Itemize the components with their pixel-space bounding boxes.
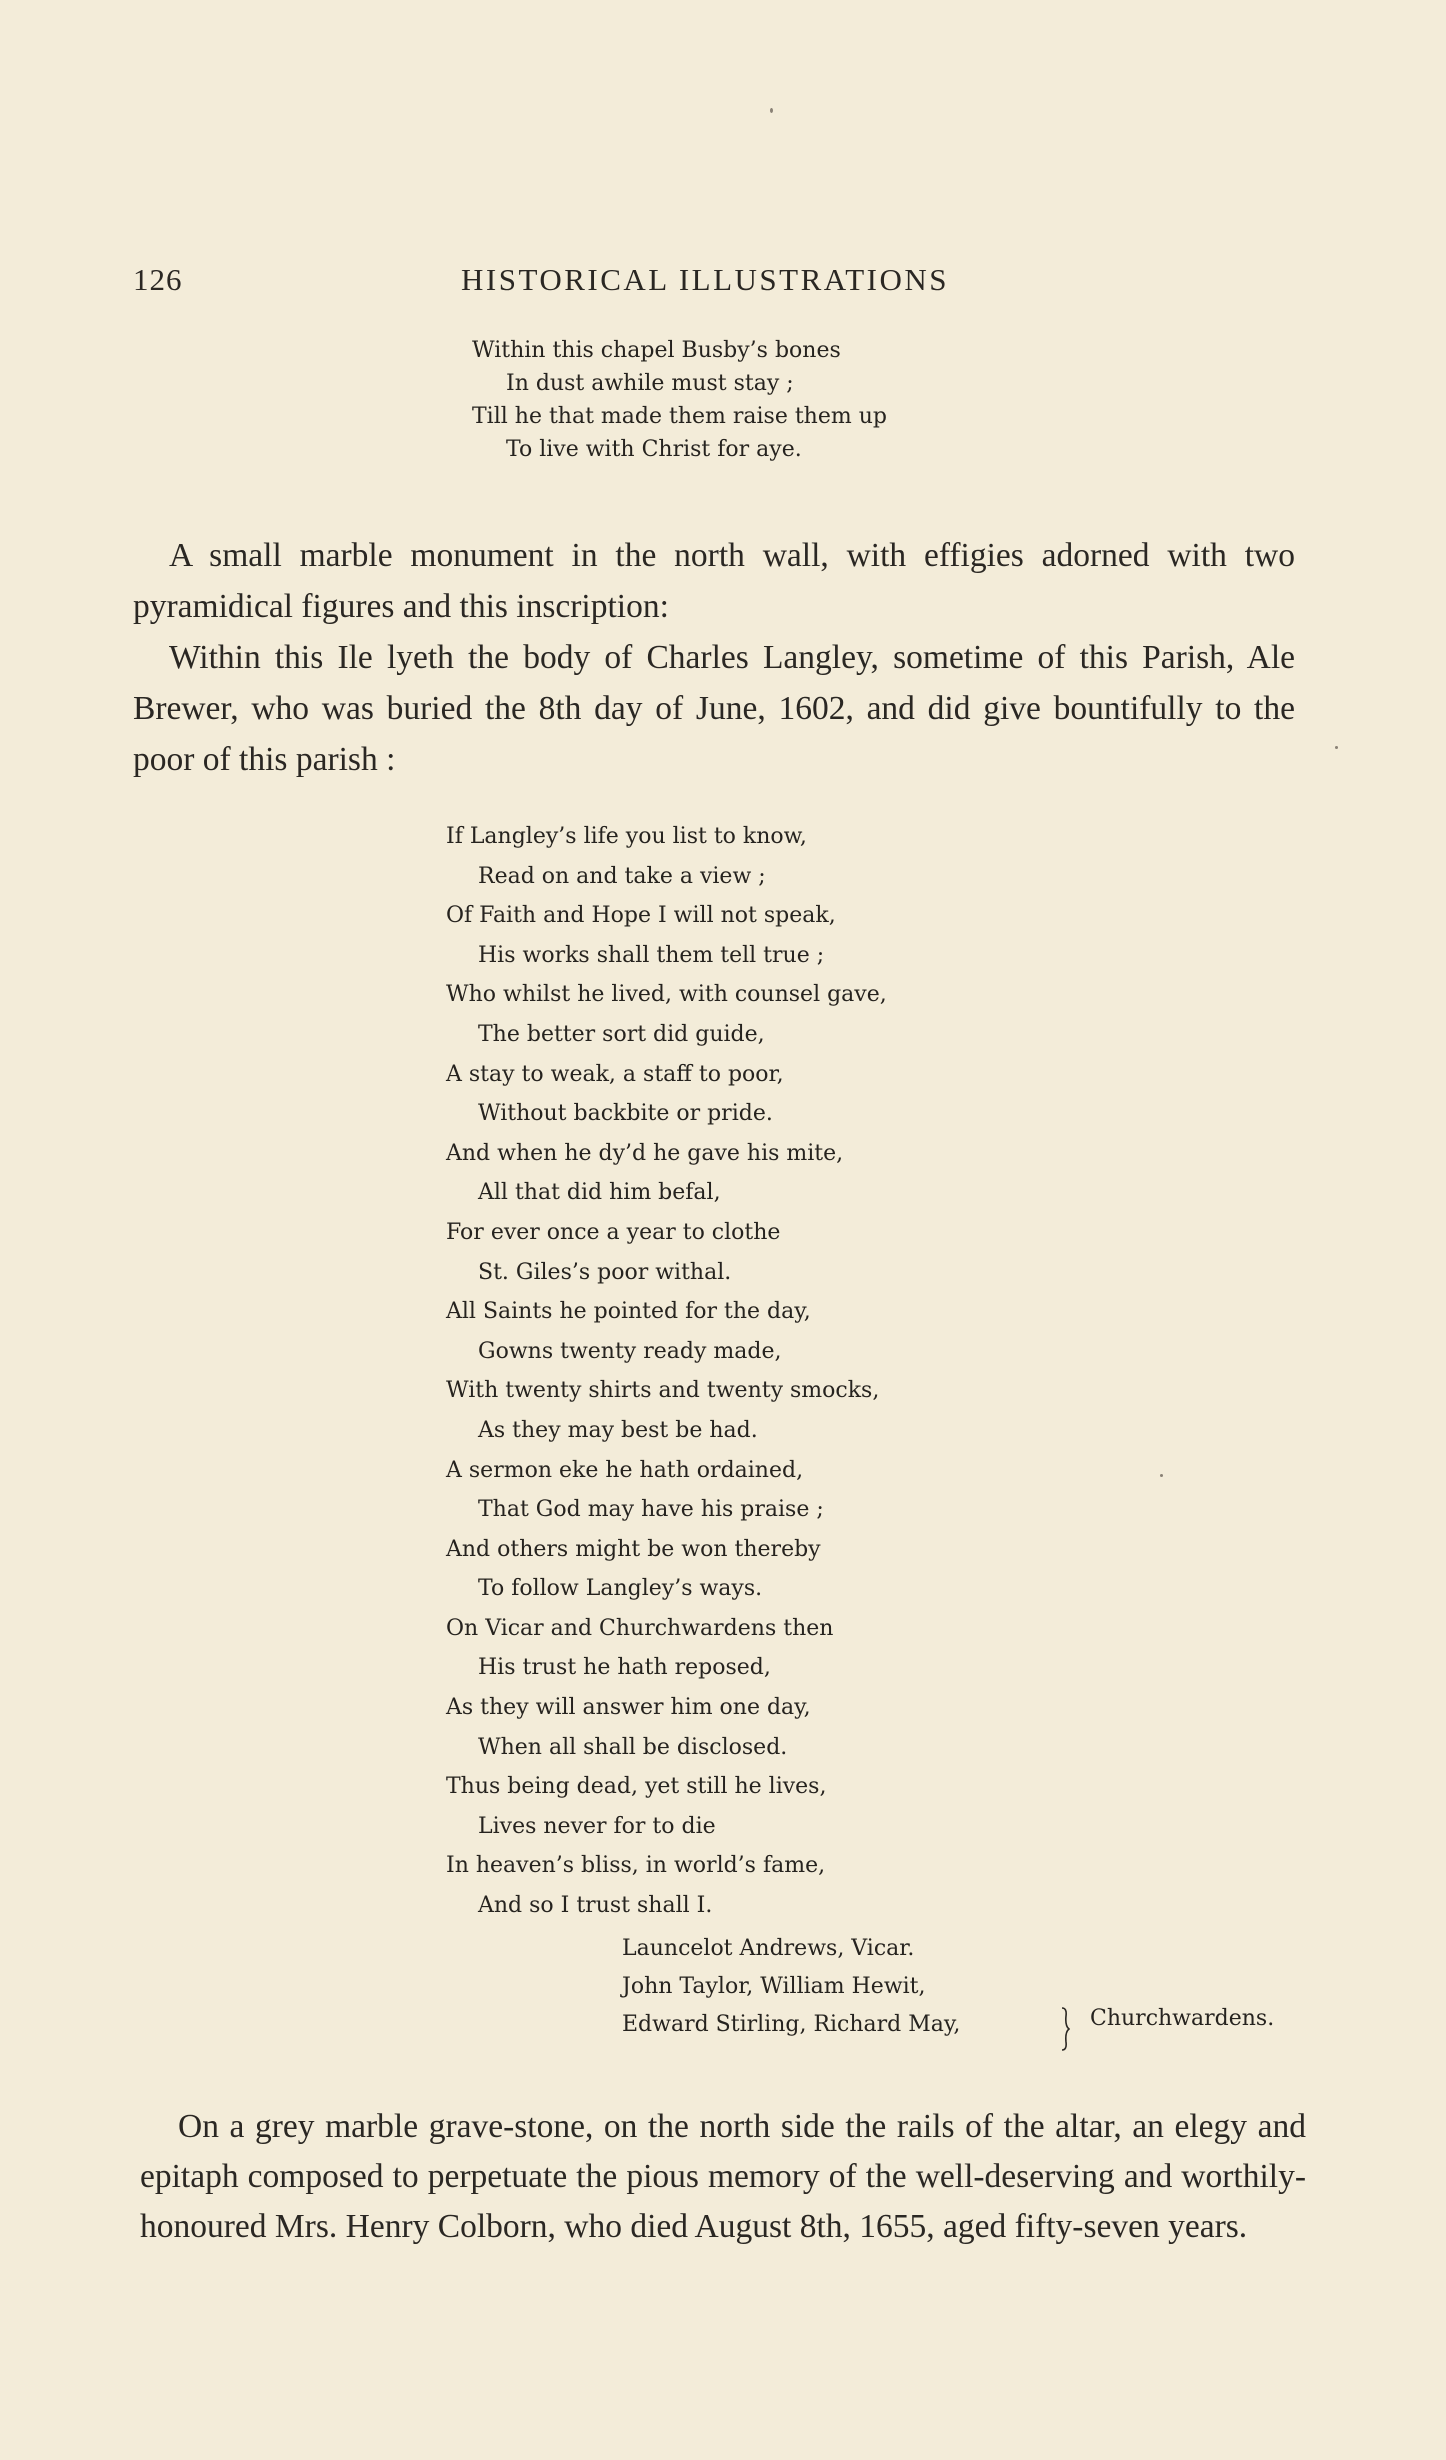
verse-line: And so I trust shall I. [478, 1893, 713, 1919]
brace-icon [1060, 2006, 1070, 2052]
monument-paragraph [133, 530, 1295, 785]
page-header [133, 262, 1313, 302]
running-title: HISTORICAL ILLUSTRATIONS [461, 262, 949, 297]
page-number: 126 [133, 262, 183, 297]
busby-epitaph-verse [472, 334, 887, 466]
monument-intro: A small marble monument in the north wall, with effigies adorned with two pyramidical figures and this inscription: [133, 537, 1295, 625]
gravestone-text: On a grey marble grave-stone, on the north side the rails of the altar, an elegy and epitaph composed to perpetuate the pious memory of the well-deserving and worthily-honoured Mrs. Henry Colborn, who died August 8th, 1655, aged fifty-seven years. [140, 2108, 1306, 2245]
page-speck [1335, 746, 1338, 749]
verse-line: With twenty shirts and twenty smocks, [446, 1378, 880, 1404]
verse-line: On Vicar and Churchwardens then [446, 1615, 834, 1641]
verse-line: Within this chapel Busby’s bones [472, 338, 841, 363]
verse-line: Read on and take a view ; [478, 863, 766, 889]
monument-inscription: Within this Ile lyeth the body of Charles Langley, sometime of this Parish, Ale Brewer, who was buried the 8th day of June, 1602, and did give bountifully to the poor of this parish : [133, 639, 1295, 778]
verse-line: All Saints he pointed for the day, [446, 1299, 811, 1325]
verse-line: For ever once a year to clothe [446, 1219, 781, 1245]
verse-line: St. Giles’s poor withal. [478, 1259, 732, 1285]
verse-line: When all shall be disclosed. [478, 1734, 788, 1760]
verse-line: All that did him befal, [478, 1180, 721, 1206]
verse-line: To follow Langley’s ways. [478, 1576, 763, 1602]
verse-line: Till he that made them raise them up [472, 404, 887, 429]
verse-line: And others might be won thereby [446, 1536, 821, 1562]
verse-line: A stay to weak, a staff to poor, [446, 1061, 784, 1087]
verse-line: If Langley’s life you list to know, [446, 824, 807, 849]
churchwardens-line-2: Edward Stirling, Richard May, [622, 2012, 961, 2037]
verse-line: As they may best be had. [478, 1417, 758, 1443]
verse-line: As they will answer him one day, [446, 1695, 811, 1721]
verse-line: Gowns twenty ready made, [478, 1338, 782, 1364]
churchwardens-label: Churchwardens. [1090, 2006, 1275, 2031]
verse-line: Of Faith and Hope I will not speak, [446, 903, 836, 929]
page-speck [770, 108, 773, 113]
verse-line: The better sort did guide, [478, 1021, 765, 1047]
vicar-signature: Launcelot Andrews, Vicar. [622, 1936, 915, 1961]
verse-line: Without backbite or pride. [478, 1101, 773, 1127]
langley-epitaph-verse [446, 817, 887, 1926]
verse-line: To live with Christ for aye. [506, 437, 802, 462]
gravestone-paragraph [140, 2102, 1306, 2252]
verse-line: A sermon eke he hath ordained, [446, 1457, 804, 1483]
verse-line: Thus being dead, yet still he lives, [446, 1774, 827, 1800]
signatures-block [622, 1930, 960, 2044]
verse-line: Lives never for to die [478, 1813, 716, 1839]
verse-line: In dust awhile must stay ; [506, 371, 794, 396]
verse-line: That God may have his praise ; [478, 1497, 824, 1523]
verse-line: And when he dy’d he gave his mite, [446, 1140, 844, 1166]
verse-line: In heaven’s bliss, in world’s fame, [446, 1853, 826, 1879]
verse-line: Who whilst he lived, with counsel gave, [446, 982, 887, 1008]
page-speck [1160, 1474, 1163, 1477]
verse-line: His trust he hath reposed, [478, 1655, 771, 1681]
verse-line: His works shall them tell true ; [478, 942, 825, 968]
churchwardens-line-1: John Taylor, William Hewit, [622, 1974, 926, 1999]
